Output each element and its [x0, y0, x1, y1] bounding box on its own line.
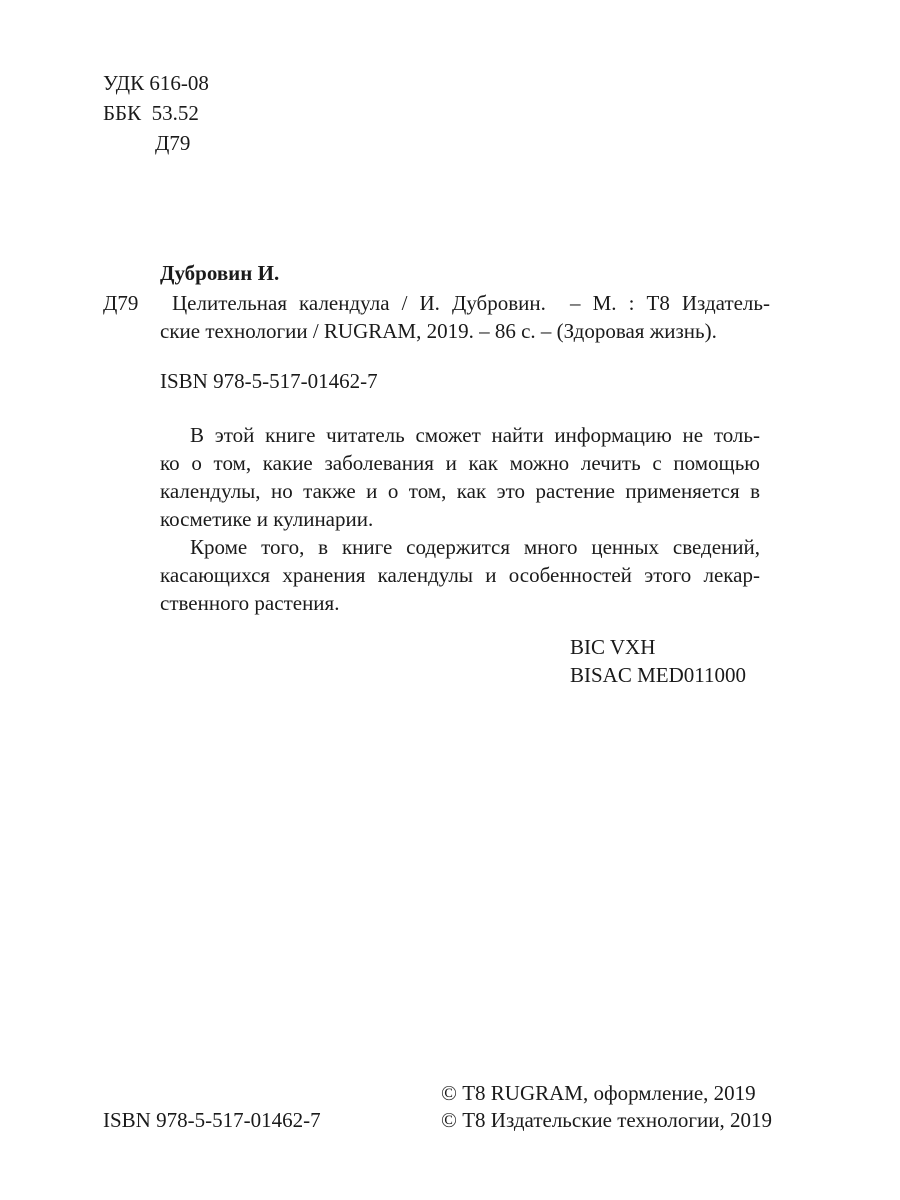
annotation-line: косметике и кулинарии. [160, 507, 374, 531]
bisac-code: BISAC MED011000 [570, 663, 746, 687]
copyright-design: © Т8 RUGRAM, оформление, 2019 [441, 1081, 756, 1105]
annotation-line: календулы, но также и о том, как это растение применяется в [160, 479, 760, 503]
author-name: Дубровин И. [160, 261, 280, 285]
bib-description-line-2: ские технологии / RUGRAM, 2019. – 86 с. – (Здоровая жизнь). [160, 319, 717, 343]
annotation-line: ко о том, какие заболевания и как можно лечить с помощью [160, 451, 760, 475]
bic-code: BIC VXH [570, 635, 656, 659]
annotation-line: ственного растения. [160, 591, 340, 615]
bib-description-line-1: Целительная календула / И. Дубровин. – М. : Т8 Издатель- [172, 291, 770, 315]
annotation-line: В этой книге читатель сможет найти информацию не толь- [190, 423, 760, 447]
isbn-main: ISBN 978-5-517-01462-7 [160, 369, 378, 393]
author-mark: Д79 [155, 131, 191, 155]
udc-code: УДК 616-08 [103, 71, 209, 95]
isbn-footer: ISBN 978-5-517-01462-7 [103, 1108, 321, 1132]
side-author-mark: Д79 [103, 291, 139, 315]
annotation-line: касающихся хранения календулы и особенностей этого лекар- [160, 563, 760, 587]
annotation-line: Кроме того, в книге содержится много ценных сведений, [190, 535, 760, 559]
copyright-publisher: © Т8 Издательские технологии, 2019 [441, 1108, 772, 1132]
bbk-code: ББК 53.52 [103, 101, 199, 125]
